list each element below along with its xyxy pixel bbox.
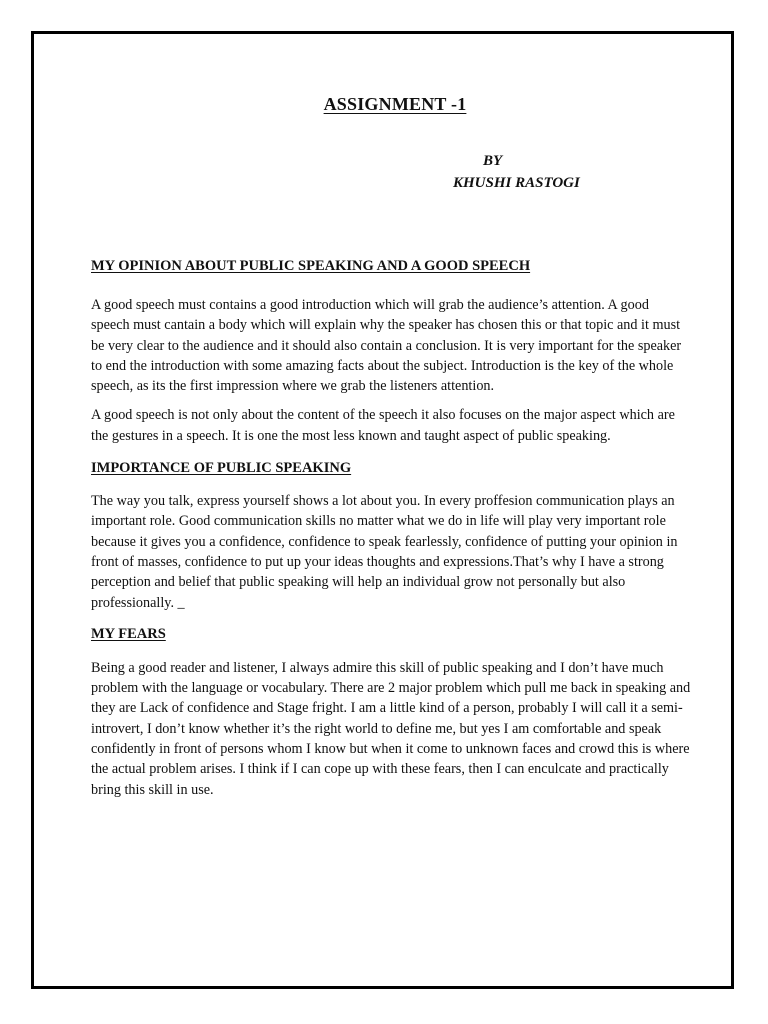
- paragraph-importance: The way you talk, express yourself shows a lot about you. In every proffesion communication plays an important role. Good communication skills no matter what we do in life will play very important role because it gives you a confidence, confidence to speak fearlessly, confidence of putting your opinion in front of masses, confidence to put up your ideas thoughts and expressions.That’s why I have a strong perception and belief that public speaking will help an individual grow not personally but also professionally. _: [91, 493, 678, 611]
- section-heading-fears: MY FEARS: [91, 625, 166, 642]
- author-name: KHUSHI RASTOGI: [453, 175, 580, 191]
- paragraph-fears: Being a good reader and listener, I always admire this skill of public speaking and I don’t have much problem with the language or vocabulary. There are 2 major problem which pull me back in speaking and they are Lack of confidence and Stage fright. I am a little kind of a person, probably I will call it a semi-introvert, I don’t know whether it’s the right world to define me, but yes I am comfortable and speak confidently in front of persons whom I know but when it come to unknown faces and crowd this is where the actual problem arises. I think if I can cope up with these fears, then I can enculcate and practically bring this skill in use.: [91, 659, 691, 798]
- document-body: [91, 256, 691, 800]
- byline: BY: [483, 153, 503, 169]
- paragraph-opinion-1: A good speech must contains a good introduction which will grab the audience’s attention. A good speech must cantain a body which will explain why the speaker has chosen this or that topic and it must be very clear to the audience and it should also contain a conclusion. It is very important for the speaker to end the introduction with some amazing facts about the subject. Introduction is the key of the whole speech, as its the first impression where we grab the listeners attention.: [91, 297, 682, 395]
- paragraph-opinion-2: A good speech is not only about the content of the speech it also focuses on the major aspect which are the gestures in a speech. It is one the most less known and taught aspect of public speaking.: [91, 407, 675, 444]
- section-heading-opinion: MY OPINION ABOUT PUBLIC SPEAKING AND A GOOD SPEECH: [91, 258, 531, 274]
- document-title: ASSIGNMENT -1: [323, 94, 467, 114]
- section-heading-importance: IMPORTANCE OF PUBLIC SPEAKING: [91, 460, 352, 477]
